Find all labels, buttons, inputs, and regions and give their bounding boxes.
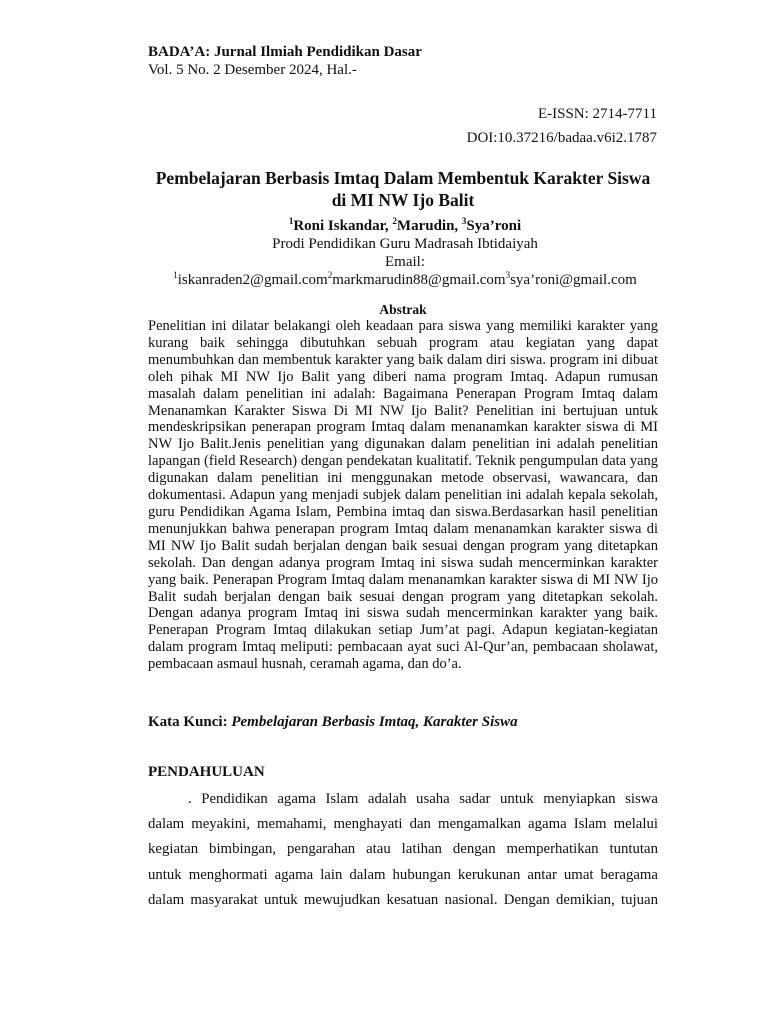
intro-line-3: kegiatan bimbingan, pengarahan atau latihan dengan memperhatikan tuntutan bbox=[148, 841, 658, 858]
email-2[interactable]: markmarudin88@gmail.com bbox=[332, 272, 506, 288]
email-3-sup: 3 bbox=[505, 270, 511, 280]
email-3[interactable]: sya’roni@gmail.com bbox=[510, 272, 637, 288]
email-1[interactable]: iskanraden2@gmail.com bbox=[177, 272, 328, 288]
affiliation: Prodi Pendidikan Guru Madrasah Ibtidaiyah bbox=[272, 236, 538, 252]
intro-paragraph bbox=[148, 787, 658, 913]
author-block bbox=[100, 217, 710, 289]
email-1-sup: 1 bbox=[173, 270, 178, 280]
author-1-sup: 1 bbox=[288, 216, 294, 226]
section-heading-intro: PENDAHULUAN bbox=[148, 764, 265, 780]
author-2-sup: 2 bbox=[392, 216, 397, 226]
intro-line-4: untuk menghormati agama lain dalam hubungan kerukunan antar umat beragama bbox=[148, 866, 658, 883]
title-line-2: di MI NW Ijo Balit bbox=[331, 190, 475, 210]
abstract-heading: Abstrak bbox=[379, 302, 427, 317]
author-2-name: Marudin, bbox=[396, 218, 462, 234]
email-2-sup: 2 bbox=[327, 270, 333, 280]
email-list bbox=[100, 271, 710, 289]
keywords-value: Pembelajaran Berbasis Imtaq, Karakter Siswa bbox=[231, 714, 518, 730]
abstract-text: Penelitian ini dilatar belakangi oleh keadaan para siswa yang memiliki karakter yang kurang baik sehingga dibutuhkan sebuah program atau kegiatan yang dapat menumbuhkan dan membentuk karakter yang baik dalam diri siswa. program ini dibuat oleh pihak MI NW Ijo Balit yang diberi nama program Imtaq. Adapun rumusan masalah dalam penelitian ini adalah: Bagaimana Penerapan Program Imtaq dalam Menanamkan Karakter Siswa Di MI NW Ijo Balit? Penelitian ini bertujuan untuk mendeskripsikan penerapan program Imtaq dalam menanamkan karakter siswa di MI NW Ijo Balit.Jenis penelitian yang digunakan dalam penelitian ini adalah penelitian lapangan (field Research) dengan pendekatan kualitatif. Teknik pengumpulan data yang digunakan dalam penelitian ini menggunakan metode observasi, wawancara, dan dokumentasi. Adapun yang menjadi subjek dalam penelitian ini adalah kepala sekolah, guru Pendidikan Agama Islam, Pembina imtaq dan siswa.Berdasarkan hasil penelitian menunjukkan bahwa penerapan program Imtaq dalam menanamkan karakter siswa di MI NW Ijo Balit sudah berjalan dengan baik sesuai dengan program yang ditetapkan sekolah. Dan dengan adanya program Imtaq ini siswa sudah mencerminkan karakter yang baik. Penerapan Program Imtaq dalam menanamkan karakter siswa di MI NW Ijo Balit sudah berjalan dengan baik sesuai dengan program yang ditetapkan sekolah. Dengan adanya program Imtaq ini siswa sudah mencerminkan karakter yang baik. Penerapan Program Imtaq dilakukan setiap Jum’at pagi. Adapun kegiatan-kegiatan dalam program Imtaq meliputi: pembacaan ayat suci Al-Qur’an, pembacaan sholawat, pembacaan asmaul husnah, ceramah agama, dan do’a. bbox=[148, 318, 658, 673]
title-line-1: Pembelajaran Berbasis Imtaq Dalam Membentuk Karakter Siswa bbox=[155, 168, 651, 188]
author-3-name: Sya’roni bbox=[466, 218, 522, 234]
journal-volume: Vol. 5 No. 2 Desember 2024, Hal.- bbox=[148, 62, 357, 78]
journal-name: BADA’A: Jurnal Ilmiah Pendidikan Dasar bbox=[148, 44, 422, 60]
article-title bbox=[140, 167, 666, 211]
journal-header bbox=[148, 43, 422, 79]
intro-line-2: dalam meyakini, memahami, menghayati dan mengamalkan agama Islam melalui bbox=[148, 816, 658, 833]
identifier-block bbox=[467, 102, 657, 150]
email-label: Email: bbox=[385, 254, 425, 270]
author-names bbox=[100, 217, 710, 235]
doi: DOI:10.37216/badaa.v6i2.1787 bbox=[466, 130, 657, 146]
eissn: E-ISSN: 2714-7711 bbox=[537, 106, 657, 122]
intro-line-1: . Pendidikan agama Islam adalah usaha sadar untuk menyiapkan siswa bbox=[188, 791, 658, 807]
intro-line-5: dalam masyarakat untuk mewujudkan kesatuan nasional. Dengan demikian, tujuan bbox=[148, 891, 658, 908]
author-1-name: Roni Iskandar, bbox=[293, 218, 393, 234]
keywords bbox=[148, 714, 518, 731]
author-3-sup: 3 bbox=[461, 216, 467, 226]
keywords-label: Kata Kunci: bbox=[148, 714, 232, 730]
